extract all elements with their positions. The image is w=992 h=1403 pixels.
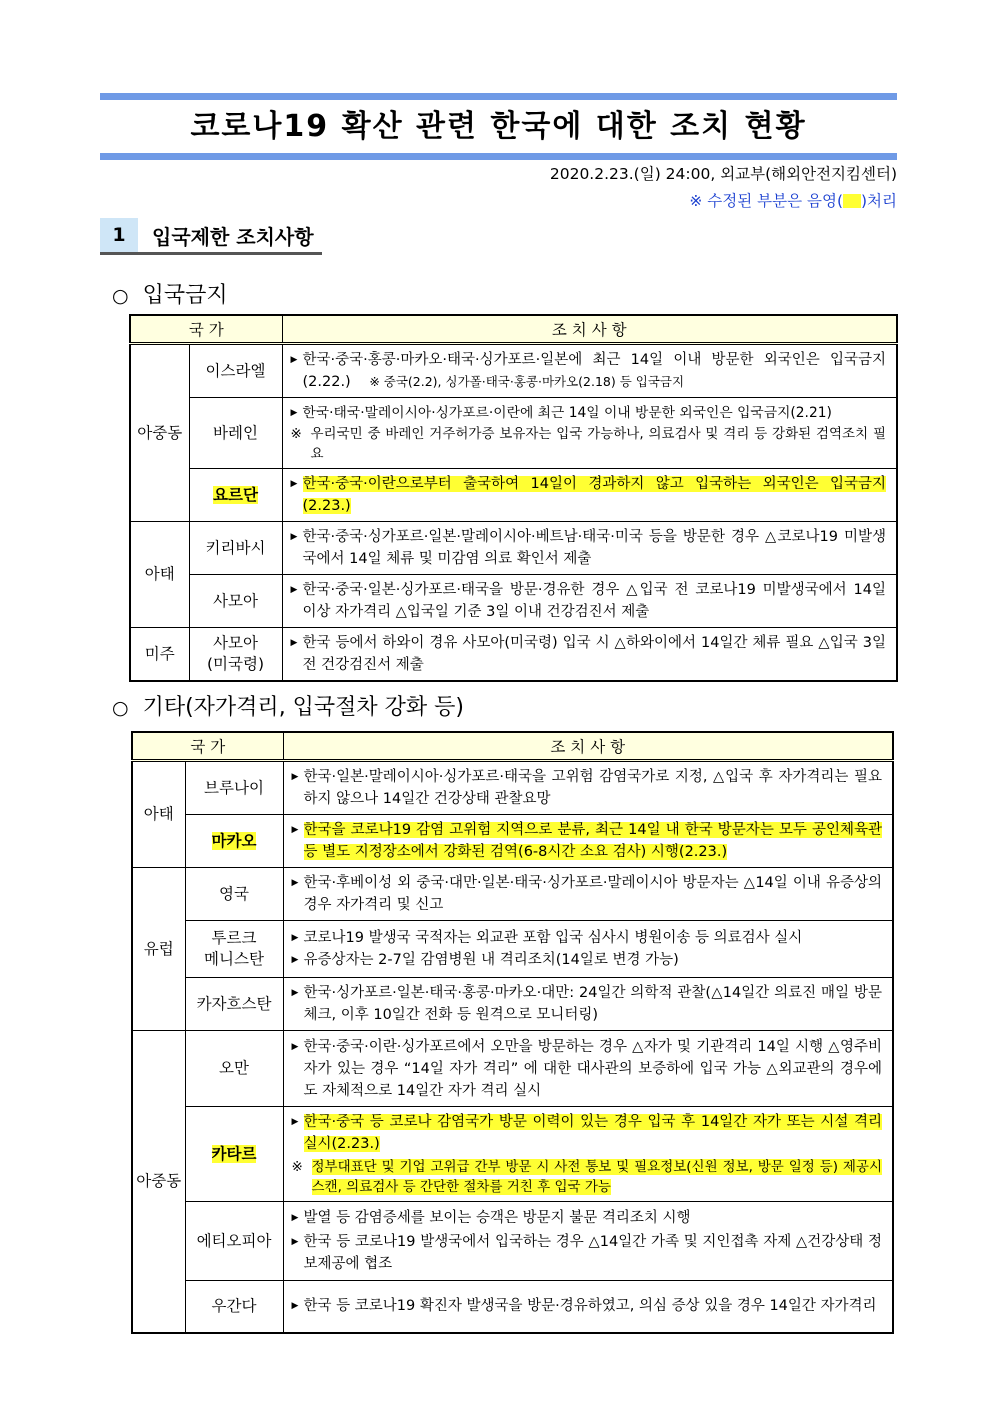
measure-cell xyxy=(283,761,893,815)
measure-text: 한국 등에서 하와이 경유 사모아(미국령) 입국 시 △하와이에서 14일간 체류 필요 △입국 3일전 건강검진서 제출 xyxy=(302,635,886,673)
measure-cell xyxy=(282,628,897,682)
triangle-bullet-icon: ▶ xyxy=(290,638,298,648)
reference-mark: ※ xyxy=(291,1159,303,1175)
measure-text: 한국·중국·싱가포르·일본·말레이시아·베트남·태국·미국 등을 방문한 경우 △코로나19 미발생국에서 14일 체류 및 미감염 의료 확인서 제출 xyxy=(302,529,886,567)
region-cell: 미주 xyxy=(130,628,189,682)
measure-cell xyxy=(282,398,897,469)
measure-cell xyxy=(283,1202,893,1281)
measure-subnote: ※ 중국(2.2), 싱가폴·태국·홍콩·마카오(2.18) 등 입국금지 xyxy=(369,374,685,389)
country-cell: 우간다 xyxy=(185,1281,283,1333)
country-cell xyxy=(185,921,283,978)
measure-text: 한국·싱가포르·일본·태국·홍콩·마카오·대만: 24일간 의학적 관찰(△14일간 의료진 매일 방문체크, 이후 10일간 전화 등 원격으로 모니터링) xyxy=(303,985,882,1023)
country-cell: 브루나이 xyxy=(185,761,283,815)
triangle-bullet-icon: ▶ xyxy=(291,933,299,943)
country-cell: 오만 xyxy=(185,1031,283,1107)
country-cell: 카자흐스탄 xyxy=(185,978,283,1031)
table-row xyxy=(130,628,897,682)
highlight-note xyxy=(689,189,897,211)
measure-text: 한국·중국·이란·싱가포르에서 오만을 방문하는 경우 △자가 및 기관격리 14일 시행 △영주비자가 있는 경우 “14일 자가 격리” 에 대한 대사관의 보증하에 입국 가능 △외교관의 경우에도 자체적으로 14일간 자가 격리 실시 xyxy=(303,1038,882,1099)
country-name: 요르단 xyxy=(213,485,258,504)
table-row xyxy=(132,815,893,868)
country-name-line1: 투르크 xyxy=(211,929,257,947)
note-prefix: ※ 수정된 부분은 음영( xyxy=(689,192,843,210)
country-cell-highlighted xyxy=(189,469,282,522)
region-cell: 아태 xyxy=(132,761,185,868)
table-row xyxy=(132,761,893,815)
header-country: 국 가 xyxy=(132,732,283,761)
measure-cell xyxy=(283,1281,893,1333)
table-row xyxy=(130,344,897,398)
section-heading xyxy=(100,218,322,255)
triangle-bullet-icon: ▶ xyxy=(291,772,299,782)
measure-cell xyxy=(282,344,897,398)
table-row xyxy=(130,469,897,522)
measure-text: 한국·일본·말레이시아·싱가포르·태국을 고위험 감염국가로 지정, △입국 후 자가격리는 필요하지 않으나 14일간 건강상태 관찰요망 xyxy=(303,769,882,807)
title-bottom-rule xyxy=(100,153,897,160)
header-measures: 조 치 사 항 xyxy=(283,732,893,761)
date-line: 2020.2.23.(일) 24:00, 외교부(해외안전지킴센터) xyxy=(549,165,897,183)
country-cell: 키리바시 xyxy=(189,522,282,575)
subheading-text: 기타(자가격리, 입국절차 강화 등) xyxy=(142,695,465,720)
triangle-bullet-icon: ▶ xyxy=(290,408,298,418)
table-row xyxy=(132,921,893,978)
section-number: 1 xyxy=(100,218,138,252)
circle-bullet-icon: ○ xyxy=(112,697,129,719)
triangle-bullet-icon: ▶ xyxy=(290,585,298,595)
table-row xyxy=(130,522,897,575)
country-cell: 이스라엘 xyxy=(189,344,282,398)
subheading-entry-ban xyxy=(112,278,228,309)
country-cell: 에티오피아 xyxy=(185,1202,283,1281)
table-row xyxy=(132,1031,893,1107)
measure-cell xyxy=(283,1031,893,1107)
measure-text-highlighted: 한국을 코로나19 감염 고위험 지역으로 분류, 최근 14일 내 한국 방문자는 모두 공인체육관 등 별도 지정장소에서 강화된 검역(6-8시간 소요 검사) 시행(2.23.) xyxy=(303,822,882,860)
triangle-bullet-icon: ▶ xyxy=(291,955,299,965)
measure-text: 한국 등 코로나19 발생국에서 입국하는 경우 △14일간 가족 및 지인접촉 자제 △건강상태 정보제공에 협조 xyxy=(303,1234,882,1272)
triangle-bullet-icon: ▶ xyxy=(291,1213,299,1223)
subheading-text: 입국금지 xyxy=(142,283,228,308)
table-header-row xyxy=(132,732,893,761)
measure-cell xyxy=(282,522,897,575)
country-cell-highlighted xyxy=(185,815,283,868)
measure-cell xyxy=(282,469,897,522)
title-block xyxy=(100,93,897,160)
measure-text: 한국·태국·말레이시아·싱가포르·이란에 최근 14일 이내 방문한 외국인은 입국금지(2.21) xyxy=(302,405,832,421)
triangle-bullet-icon: ▶ xyxy=(291,878,299,888)
triangle-bullet-icon: ▶ xyxy=(291,1301,299,1312)
triangle-bullet-icon: ▶ xyxy=(290,479,298,489)
region-cell: 유럽 xyxy=(132,868,185,1031)
measure-cell xyxy=(283,921,893,978)
table-row xyxy=(130,575,897,628)
table-row xyxy=(132,1202,893,1281)
measure-text: 코로나19 발생국 국적자는 외교관 포함 입국 심사시 병원이송 등 의료검사 실시 xyxy=(303,930,803,946)
measure-cell xyxy=(283,815,893,868)
measure-text-highlighted: 한국·중국·이란으로부터 출국하여 14일이 경과하지 않고 입국하는 외국인은 입국금지(2.23.) xyxy=(302,476,886,514)
section-title: 입국제한 조치사항 xyxy=(152,224,314,249)
country-cell-highlighted xyxy=(185,1107,283,1202)
table-row xyxy=(130,398,897,469)
triangle-bullet-icon: ▶ xyxy=(291,1237,299,1247)
country-cell xyxy=(189,628,282,682)
triangle-bullet-icon: ▶ xyxy=(291,1117,299,1127)
measure-cell xyxy=(283,1107,893,1202)
measure-text: 한국 등 코로나19 확진자 발생국을 방문·경유하였고, 의심 증상 있을 경우 14일간 자가격리 xyxy=(303,1298,877,1315)
country-cell: 영국 xyxy=(185,868,283,921)
header-measures: 조 치 사 항 xyxy=(282,315,897,344)
table-row xyxy=(132,978,893,1031)
highlight-swatch xyxy=(843,194,861,208)
measure-text-highlighted: 한국·중국 등 코로나 감염국가 방문 이력이 있는 경우 입국 후 14일간 자가 또는 시설 격리 실시(2.23.) xyxy=(303,1114,882,1152)
country-cell: 바레인 xyxy=(189,398,282,469)
measure-cell xyxy=(283,868,893,921)
country-cell: 사모아 xyxy=(189,575,282,628)
subheading-others xyxy=(112,690,464,721)
table-row xyxy=(132,1107,893,1202)
entry-ban-table xyxy=(129,314,898,682)
country-name: 카타르 xyxy=(211,1144,257,1163)
measure-text: 한국·중국·홍콩·마카오·태국·싱가포르·일본에 최근 14일 이내 방문한 외국인은 입국금지(2.22.) xyxy=(302,352,886,390)
measure-cell xyxy=(282,575,897,628)
triangle-bullet-icon: ▶ xyxy=(290,355,298,365)
country-name-line2: (미국령) xyxy=(206,655,264,673)
title-top-rule xyxy=(100,93,897,100)
table-row xyxy=(132,1281,893,1333)
region-cell: 아중동 xyxy=(132,1031,185,1333)
note-suffix: )처리 xyxy=(861,192,897,210)
country-name-line2: 메니스탄 xyxy=(204,950,264,968)
table-row xyxy=(132,868,893,921)
measure-subnote: 우리국민 중 바레인 거주허가증 보유자는 입국 가능하나, 의료검사 및 격리 등 강화된 검역조치 필요 xyxy=(310,426,886,462)
measure-text: 한국·중국·일본·싱가포르·태국을 방문·경유한 경우 △입국 전 코로나19 미발생국에서 14일 이상 자가격리 △입국일 기준 3일 이내 건강검진서 제출 xyxy=(302,582,886,620)
measure-subnote-highlighted: 정부대표단 및 기업 고위급 간부 방문 시 사전 통보 및 필요정보(신원 정보, 방문 일정 등) 제공시 스캔, 의료검사 등 간단한 절차를 거친 후 입국 가능 xyxy=(311,1159,882,1195)
triangle-bullet-icon: ▶ xyxy=(291,1041,299,1052)
reference-mark: ※ xyxy=(290,426,302,442)
measure-text: 한국·후베이성 외 중국·대만·일본·태국·싱가포르·말레이시아 방문자는 △14일 이내 유증상의 경우 자가격리 및 신고 xyxy=(303,875,882,913)
country-name-line1: 사모아 xyxy=(213,634,258,652)
circle-bullet-icon: ○ xyxy=(112,285,129,307)
country-name: 마카오 xyxy=(211,831,257,850)
table-header-row xyxy=(130,315,897,344)
measure-cell xyxy=(283,978,893,1031)
triangle-bullet-icon: ▶ xyxy=(291,825,299,835)
triangle-bullet-icon: ▶ xyxy=(290,532,298,542)
header-country: 국 가 xyxy=(130,315,282,344)
region-cell: 아태 xyxy=(130,522,189,628)
measure-text: 유증상자는 2-7일 감염병원 내 격리조치(14일로 변경 가능) xyxy=(303,952,679,968)
measure-text: 발열 등 감염증세를 보이는 승객은 방문지 불문 격리조치 시행 xyxy=(303,1210,691,1226)
page-title: 코로나19 확산 관련 한국에 대한 조치 현황 xyxy=(190,109,807,144)
region-cell: 아중동 xyxy=(130,344,189,522)
triangle-bullet-icon: ▶ xyxy=(291,988,299,998)
others-table xyxy=(131,731,894,1334)
